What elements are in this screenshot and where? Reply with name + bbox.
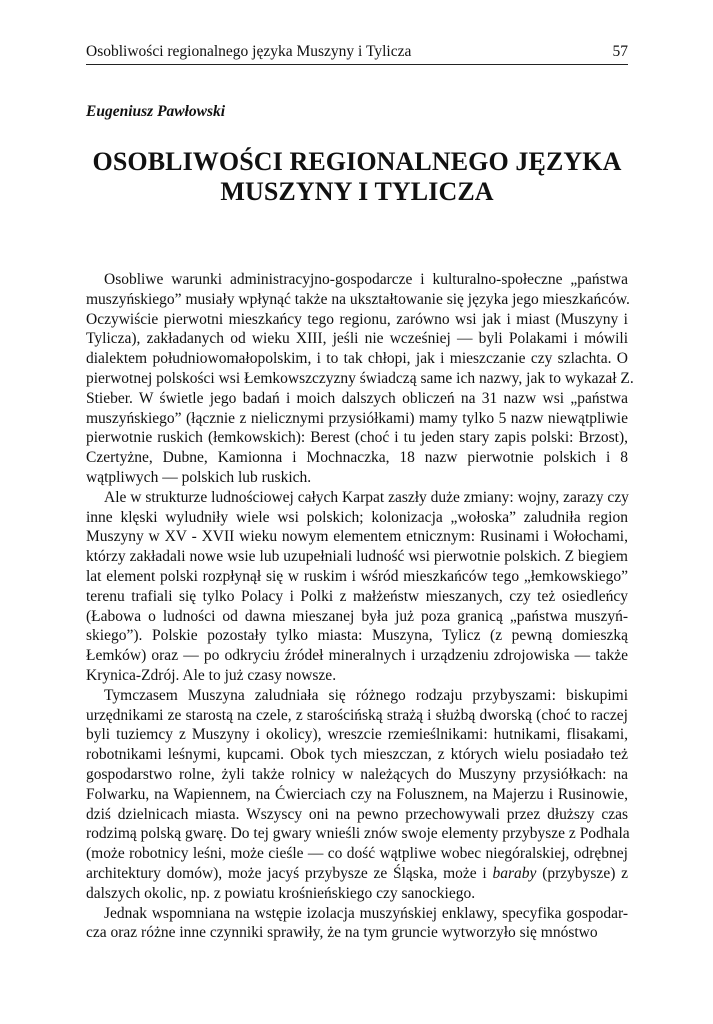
text-line: muszyńskiego” (łącznie z nielicznymi przysiółkami) mamy tylko 5 nazw niewątpliwie [86,409,628,427]
text-line: (może robotnicy leśni, może cieśle — co dość wątpliwe wobec niegóralskiej, odrębnej [86,845,628,863]
text-line: pierwotnej polskości wsi Łemkowszczyzny świadczą same ich nazwy, jak to wykazał Z. [86,369,634,387]
text-line: Osobliwe warunki administracyjno-gospodarcze i kulturalno-społeczne „państwa [104,271,628,288]
text-line: urzędnikami ze starostą na czele, z starościńską strażą i służbą dworską (choć to raczej [86,706,628,724]
text-line: terenu trafiali się tylko Polacy i Polki z małżeństw mieszanych, czy też osiedleńcy [86,587,628,605]
text-line: Krynica-Zdrój. Ale to już czasy nowsze. [86,666,337,684]
paragraph [86,270,634,488]
text-line: Folwarku, na Wapiennem, na Ćwierciach czy na Folusznem, na Majerzu i Rusinowie, [86,785,628,803]
text-line: gospodarstwo rolne, żyli także rolnicy w należących do Muszyny przysiółkach: na [86,765,628,783]
article-body [86,270,634,943]
text-line: skiego”). Polskie pozostały tylko miasta: Muszyna, Tylicz (z pewną domieszką [86,627,628,645]
running-title: Osobliwości regionalnego języka Muszyny i Tylicza [86,43,412,60]
text-line: Jednak wspomniana na wstępie izolacja muszyńskiej enklawy, specyfika gospodar- [104,904,628,922]
text-line: dziś dzielnicach miasta. Wszyscy oni na pewno przechowywali przez dłuższy czas [86,805,628,823]
text-line: dalszych okolic, np. z powiatu krośnieńskiego czy sanockiego. [86,884,476,902]
article-title-line-1: OSOBLIWOŚCI REGIONALNEGO JĘZYKA [92,147,622,176]
running-header [86,42,628,65]
author-name: Eugeniusz Pawłowski [86,103,226,120]
text-line: pierwotnie ruskich (łemkowskich): Berest (choć i tu jeden stary zapis polski: Brzost), [86,429,628,447]
paragraph [86,488,628,686]
paragraph [86,904,628,944]
article-title [86,147,628,207]
text-line: byli tuziemcy z Muszyny i okolicy), wreszcie rzemieślnikami: hutnikami, flisakami, [86,726,628,744]
text-line: którzy zakładali nowe wsie lub uzupełniali ludność wsi pierwotnie polskich. Z biegiem [86,548,628,566]
text-line: lat element polski rozpłynął się w ruskim i wśród mieszkańców tego „łemkowskiego” [86,567,628,585]
text-line: rodzimą polską gwarę. Do tej gwary wnieśli znów swoje elementy przybysze z Podhala [86,825,630,843]
text-line: Tylicza), zakładanych od wieku XIII, jeśli nie wcześniej — byli Polakami i mówili [86,330,628,348]
text-line: Oczywiście pierwotni mieszkańcy tego regionu, zarówno wsi jak i miast (Muszyny i [86,310,628,328]
text-line: robotnikami leśnymi, kupcami. Obok tych mieszczan, z których wielu posiadało też [86,746,628,764]
text-line: Czertyżne, Dubne, Kamionna i Mochnaczka, 18 nazw pierwotnie polskich i 8 [86,449,628,467]
text-line: cza oraz różne inne czynniki sprawiły, że na tym gruncie wytworzyło się mnóstwo [86,924,598,942]
text-line: muszyńskiego” musiały wpłynąć także na ukształtowanie się języka jego mieszkańców. [86,290,630,308]
text-line: dialektem południowomałopolskim, i to tak chłopi, jak i mieszczanie czy szlachta. O [86,350,628,368]
text-line: (Łabowa o ludności od dawna mieszanej była już poza granicą „państwa muszyń- [86,607,628,625]
text-line: Tymczasem Muszyna zaludniała się różnego rodzaju przybyszami: biskupimi [104,686,628,704]
page-number: 57 [612,43,628,60]
text-line: inne klęski wyludniły wiele wsi polskich; kolonizacja „wołoska” zaludniła region [86,508,628,526]
text-line: Łemków) oraz — po odkryciu źródeł mineralnych i urządzeniu zdrojowiska — także [86,647,628,665]
text-line: wątpliwych — polskich lub ruskich. [86,468,312,486]
paragraph [86,686,628,904]
article-title-line-2: MUSZYNY I TYLICZA [220,177,494,206]
text-line: Ale w strukturze ludnościowej całych Karpat zaszły duże zmiany: wojny, zarazy czy [104,488,629,506]
text-line: architektury domów), może jacyś przybysze ze Śląska, może i baraby (przybysze) z [86,864,628,882]
text-line: Stieber. W świetle jego badań i moich dalszych obliczeń na 31 nazw wsi „państwa [86,389,628,407]
text-line: Muszyny w XV - XVII wieku nowym elementem etnicznym: Rusinami i Wołochami, [86,528,628,546]
